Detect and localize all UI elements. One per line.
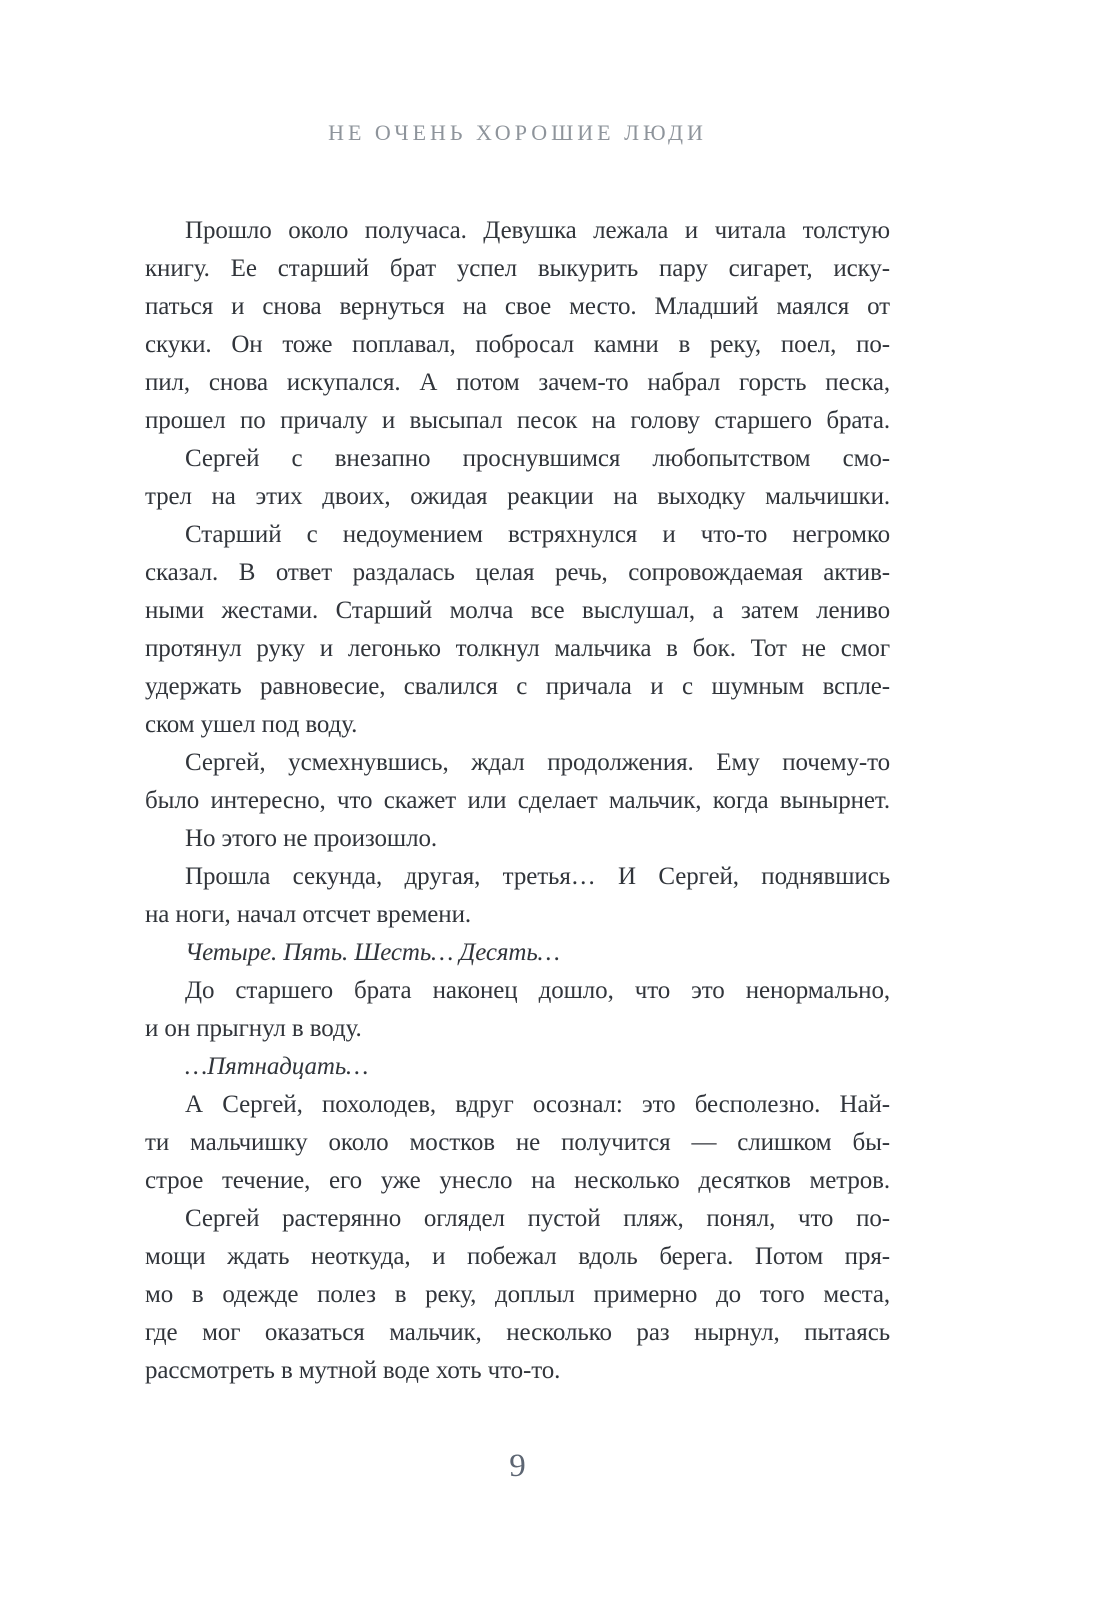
text-line: строе течение, его уже унесло на несколько десятков метров. xyxy=(145,1167,890,1194)
text-line: Сергей растерянно оглядел пустой пляж, понял, что по- xyxy=(185,1205,890,1232)
text-line: Прошла секунда, другая, третья… И Сергей, поднявшись xyxy=(185,863,890,890)
text-line: …Пятнадцать… xyxy=(185,1053,369,1080)
text-line: где мог оказаться мальчик, несколько раз нырнул, пытаясь xyxy=(145,1319,890,1346)
text-line: прошел по причалу и высыпал песок на голову старшего брата. xyxy=(145,407,890,434)
paragraph xyxy=(145,858,890,934)
text-line: Прошло около получаса. Девушка лежала и читала толстую xyxy=(185,217,890,244)
text-line: скуки. Он тоже поплавал, побросал камни в реку, поел, по- xyxy=(145,331,890,358)
paragraph xyxy=(145,440,890,516)
text-line: удержать равновесие, свалился с причала и с шумным вспле- xyxy=(145,673,890,700)
paragraph xyxy=(145,972,890,1048)
text-line: ти мальчишку около мостков не получится — слишком бы- xyxy=(145,1129,890,1156)
paragraph xyxy=(145,516,890,744)
text-line: трел на этих двоих, ожидая реакции на выходку мальчишки. xyxy=(145,483,890,510)
text-line: паться и снова вернуться на свое место. Младший маялся от xyxy=(145,293,890,320)
text-line: Но этого не произошло. xyxy=(185,825,437,852)
paragraph xyxy=(145,1086,890,1200)
text-line: сказал. В ответ раздалась целая речь, сопровождаемая актив- xyxy=(145,559,890,586)
text-line: мо в одежде полез в реку, доплыл примерно до того места, xyxy=(145,1281,890,1308)
text-line: А Сергей, похолодев, вдруг осознал: это бесполезно. Най- xyxy=(185,1091,890,1118)
text-line: Старший с недоумением встряхнулся и что-то негромко xyxy=(185,521,890,548)
text-line: рассмотреть в мутной воде хоть что-то. xyxy=(145,1357,561,1384)
paragraph xyxy=(145,744,890,820)
text-line: ными жестами. Старший молча все выслушал, а затем лениво xyxy=(145,597,890,624)
paragraph xyxy=(145,820,890,858)
text-line: мощи ждать неоткуда, и побежал вдоль берега. Потом пря- xyxy=(145,1243,890,1270)
text-line: ском ушел под воду. xyxy=(145,711,358,738)
text-line: Сергей с внезапно проснувшимся любопытством смо- xyxy=(185,445,890,472)
text-line: Четыре. Пять. Шесть… Десять… xyxy=(185,939,560,966)
text-line: Сергей, усмехнувшись, ждал продолжения. Ему почему-то xyxy=(185,749,890,776)
paragraph xyxy=(145,1048,890,1086)
text-line: и он прыгнул в воду. xyxy=(145,1015,362,1042)
text-line: пил, снова искупался. А потом зачем-то набрал горсть песка, xyxy=(145,369,890,396)
text-line: на ноги, начал отсчет времени. xyxy=(145,901,471,928)
text-line: книгу. Ее старший брат успел выкурить пару сигарет, иску- xyxy=(145,255,890,282)
page-number: 9 xyxy=(509,1448,526,1484)
body-text xyxy=(145,212,890,1390)
text-line: было интересно, что скажет или сделает мальчик, когда вынырнет. xyxy=(145,787,890,814)
text-line: протянул руку и легонько толкнул мальчика в бок. Тот не смог xyxy=(145,635,890,662)
paragraph xyxy=(145,212,890,440)
text-line: До старшего брата наконец дошло, что это ненормально, xyxy=(185,977,890,1004)
paragraph xyxy=(145,934,890,972)
paragraph xyxy=(145,1200,890,1390)
running-header: НЕ ОЧЕНЬ ХОРОШИЕ ЛЮДИ xyxy=(328,120,707,145)
